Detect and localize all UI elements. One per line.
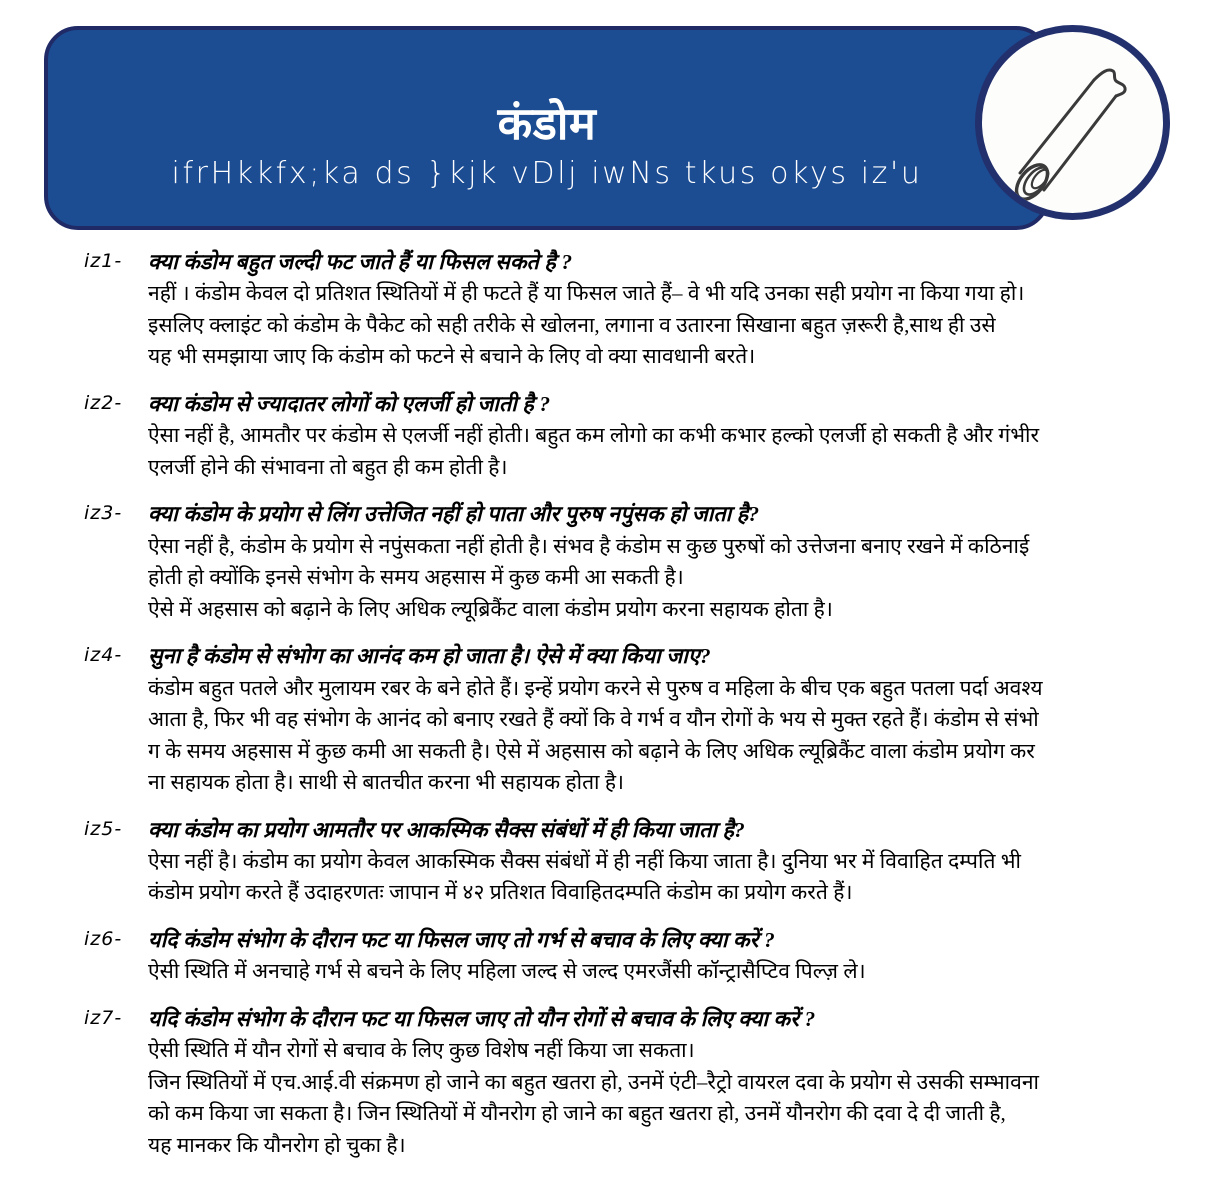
question-text: क्या कंडोम का प्रयोग आमतौर पर आकस्मिक सैक्स संबंधों में ही किया जाता है?	[148, 817, 745, 842]
answer-line: कंडोम बहुत पतले और मुलायम रबर के बने होते हैं। इन्हें प्रयोग करने से पुरुष व महिला के बीच एक बहुत पतला पर्दा अवश्य	[148, 675, 1043, 700]
question-text: यदि कंडोम संभोग के दौरान फट या फिसल जाए तो गर्भ से बचाव के लिए क्या करें ?	[148, 927, 775, 952]
faq-item	[0, 390, 1212, 483]
answer-line: ऐसे में अहसास को बढ़ाने के लिए अधिक ल्यूब्रिकैंट वाला कंडोम प्रयोग करना सहायक होता है।	[148, 596, 833, 621]
question-marker: iz6-	[84, 927, 123, 950]
question-marker: iz2-	[84, 391, 123, 414]
answer-text	[148, 1035, 1176, 1161]
question-text: यदि कंडोम संभोग के दौरान फट या फिसल जाए तो यौन रोगों से बचाव के लिए क्या करें ?	[148, 1006, 816, 1031]
header-banner	[44, 26, 1050, 230]
answer-line: कंडोम प्रयोग करते हैं उदाहरणतः जापान में ४२ प्रतिशत विवाहितदम्पति कंडोम का प्रयोग करते हैं।	[148, 880, 853, 905]
answer-line: इसलिए क्लाइंट को कंडोम के पैकेट को सही तरीके से खोलना, लगाना व उतारना सिखाना बहुत ज़रूरी है,साथ ही उसे	[148, 312, 996, 337]
answer-line: ऐसी स्थिति में यौन रोगों से बचाव के लिए कुछ विशेष नहीं किया जा सकता।	[148, 1038, 695, 1063]
answer-text	[148, 278, 1176, 373]
answer-line: ऐसी स्थिति में अनचाहे गर्भ से बचने के लिए महिला जल्द से जल्द एमरजैंसी कॉन्ट्रासैप्टिव पिल्ज़ ले।	[148, 959, 866, 984]
question-marker: iz4-	[84, 644, 123, 667]
condom-illustration-icon	[982, 32, 1163, 213]
question-marker: iz1-	[84, 250, 123, 272]
banner-text-group	[44, 26, 1050, 230]
answer-line: ना सहायक होता है। साथी से बातचीत करना भी सहायक होता है।	[148, 770, 625, 794]
answer-text	[148, 956, 1176, 988]
answer-line: ऐसा नहीं है, कंडोम के प्रयोग से नपुंसकता नहीं होती है। संभव है कंडोम स कुछ पुरुषों को उत्तेजना बनाए रखने में कठिनाई	[148, 533, 1030, 558]
answer-line: ऐसा नहीं है। कंडोम का प्रयोग केवल आकस्मिक सैक्स संबंधों में ही नहीं किया जाता है। दुनिया भर में विवाहित दम्पति भी	[148, 848, 1022, 873]
question-text: क्या कंडोम के प्रयोग से लिंग उत्तेजित नहीं हो पाता और पुरुष नपुंसक हो जाता है?	[148, 502, 760, 527]
question-marker: iz7-	[84, 1006, 123, 1029]
answer-text	[148, 846, 1176, 909]
answer-line: ऐसा नहीं है, आमतौर पर कंडोम से एलर्जी नहीं होती। बहुत कम लोगो का कभी कभार हल्को एलर्जी हो सकती है और गंभीर	[148, 423, 1040, 448]
page-subtitle: ifrHkkfx;ka ds }kjk vDlj iwNs tkus okys iz'u	[171, 156, 923, 192]
answer-line: आता है, फिर भी वह संभोग के आनंद को बनाए रखते हैं क्यों कि वे गर्भ व यौन रोगों के भय से मुक्त रहते हैं। कंडोम से संभो	[148, 707, 1039, 731]
answer-line: ग के समय अहसास में कुछ कमी आ सकती है। ऐसे में अहसास को बढ़ाने के लिए अधिक ल्यूब्रिकैंट वाला कंडोम प्रयोग कर	[148, 738, 1035, 763]
faq-item	[0, 926, 1212, 988]
faq-item	[0, 248, 1212, 373]
condom-illustration-circle	[975, 25, 1170, 220]
question-marker: iz3-	[84, 502, 123, 525]
question-text: क्या कंडोम से ज्यादातर लोगों को एलर्जी हो जाती है ?	[148, 391, 551, 416]
answer-line: यह भी समझाया जाए कि कंडोम को फटने से बचाने के लिए वो क्या सावधानी बरते।	[148, 344, 756, 369]
question-text: क्या कंडोम बहुत जल्दी फट जाते हैं या फिसल सकते है ?	[148, 250, 573, 274]
answer-line: नहीं । कंडोम केवल दो प्रतिशत स्थितियों में ही फटते हैं या फिसल जाते हैं– वे भी यदि उनका सही प्रयोग ना किया गया हो।	[148, 281, 1025, 306]
faq-list	[0, 248, 1212, 1178]
answer-line: यह मानकर कि यौनरोग हो चुका है।	[148, 1132, 406, 1157]
faq-item	[0, 816, 1212, 909]
question-marker: iz5-	[84, 817, 123, 840]
answer-text	[148, 531, 1176, 626]
answer-line: एलर्जी होने की संभावना तो बहुत ही कम होती है।	[148, 454, 508, 479]
question-text: सुना है कंडोम से संभोग का आनंद कम हो जाता है। ऐसे में क्या किया जाए?	[148, 644, 711, 669]
answer-text	[148, 673, 1176, 799]
answer-text	[148, 420, 1176, 483]
answer-line: को कम किया जा सकता है। जिन स्थितियों में यौनरोग हो जाने का बहुत खतरा हो, उनमें यौनरोग की दवा दे दी जाती है,	[148, 1101, 1006, 1126]
page-title: कंडोम	[497, 97, 597, 149]
faq-item	[0, 500, 1212, 625]
answer-line: होती हो क्योंकि इनसे संभोग के समय अहसास में कुछ कमी आ सकती है।	[148, 565, 684, 590]
answer-line: जिन स्थितियों में एच.आई.वी संक्रमण हो जाने का बहुत खतरा हो, उनमें एंटी–रैट्रो वायरल दवा के प्रयोग से उसकी सम्भावना	[148, 1069, 1040, 1094]
faq-item	[0, 642, 1212, 798]
faq-item	[0, 1005, 1212, 1161]
